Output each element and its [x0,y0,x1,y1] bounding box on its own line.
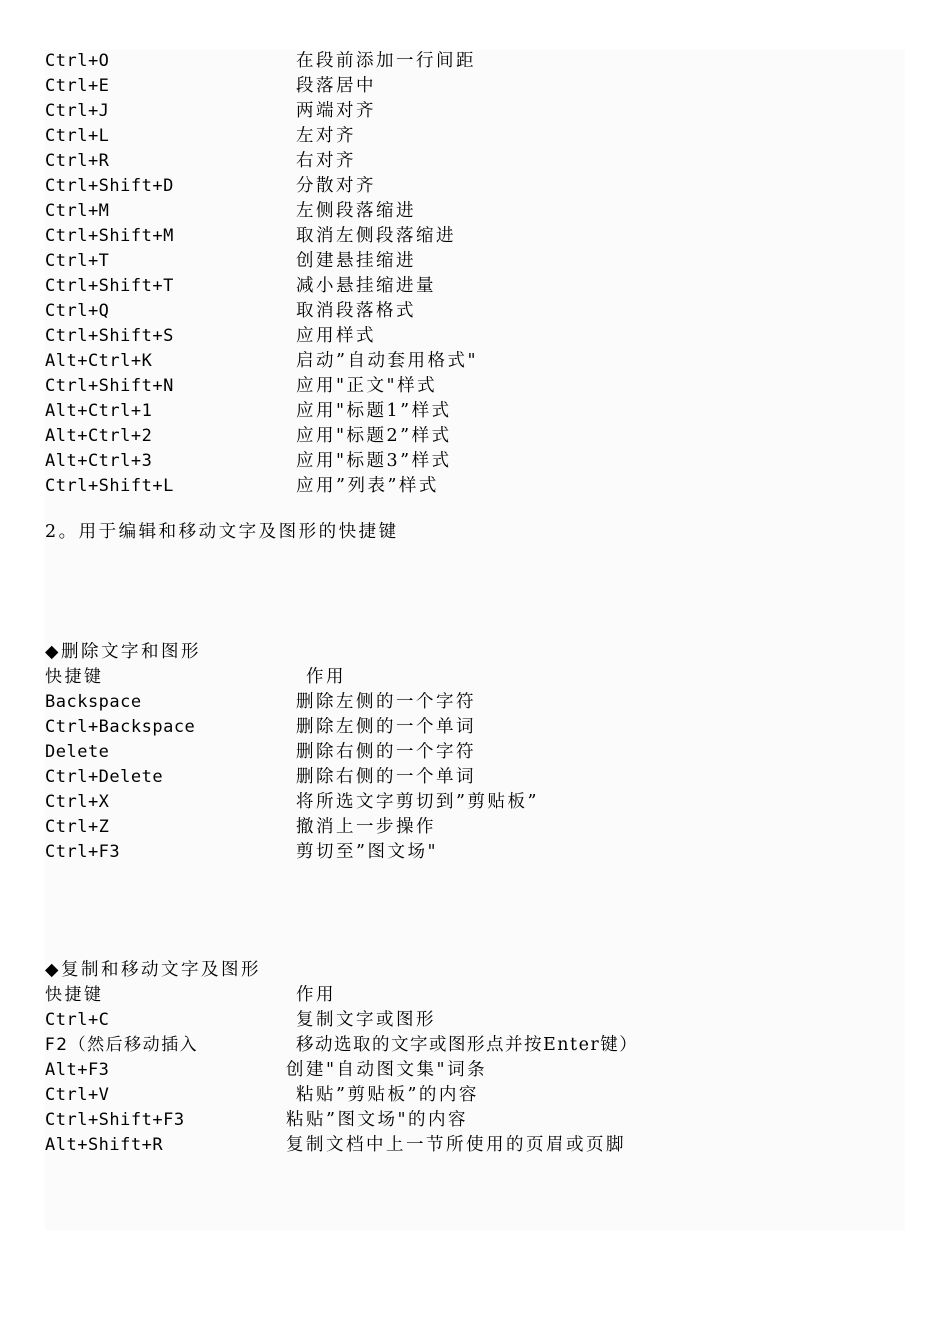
shortcut-key: Ctrl+R [45,151,110,171]
shortcut-key: Ctrl+Shift+D [45,176,174,196]
shortcut-description: 应用”列表”样式 [296,476,439,496]
shortcut-description: 左对齐 [296,126,356,146]
shortcut-description: 撤消上一步操作 [296,817,436,837]
shortcut-key: Alt+Shift+R [45,1135,164,1155]
shortcut-key: Ctrl+M [45,201,110,221]
shortcut-description: 删除右侧的一个字符 [296,742,476,762]
shortcut-description: 在段前添加一行间距 [296,51,476,71]
shortcut-key: Backspace [45,692,142,712]
shortcut-description: 删除左侧的一个字符 [296,692,476,712]
shortcut-description: 取消左侧段落缩进 [296,226,456,246]
shortcut-key: Ctrl+Shift+S [45,326,174,346]
shortcut-key: Ctrl+Shift+L [45,476,174,496]
shortcut-key: Ctrl+Shift+T [45,276,174,296]
shortcut-description: 减小悬挂缩进量 [296,276,436,296]
subsection-heading: ◆删除文字和图形 [45,642,201,662]
shortcut-description: 创建"自动图文集"词条 [286,1060,488,1080]
shortcut-key: Ctrl+O [45,51,110,71]
column-header-desc: 作用 [306,667,346,687]
shortcut-description: 取消段落格式 [296,301,416,321]
shortcut-key: Alt+Ctrl+K [45,351,153,371]
shortcut-key: Alt+Ctrl+2 [45,426,153,446]
shortcut-description: 段落居中 [296,76,376,96]
shortcut-key: Alt+F3 [45,1060,110,1080]
shortcut-key: Ctrl+Shift+N [45,376,174,396]
shortcut-description: 应用"正文"样式 [296,376,438,396]
shortcut-key: Alt+Ctrl+3 [45,451,153,471]
shortcut-key: Alt+Ctrl+1 [45,401,153,421]
column-header-key: 快捷键 [45,985,104,1005]
shortcut-description: 两端对齐 [296,101,376,121]
shortcut-key: Ctrl+Z [45,817,110,837]
shortcut-key: Ctrl+Delete [45,767,164,787]
shortcut-key: F2（然后移动插入 [45,1035,199,1055]
subsection-heading: ◆复制和移动文字及图形 [45,960,261,980]
shortcut-description: 应用"标题1”样式 [296,401,452,421]
shortcut-description: 复制文字或图形 [296,1010,436,1030]
shortcut-description: 应用样式 [296,326,376,346]
shortcut-key: Ctrl+X [45,792,110,812]
shortcut-description: 应用"标题3”样式 [296,451,452,471]
shortcut-description: 将所选文字剪切到”剪贴板” [296,792,539,812]
shortcut-key: Ctrl+J [45,101,110,121]
shortcut-description: 复制文档中上一节所使用的页眉或页脚 [286,1135,626,1155]
shortcut-key: Ctrl+T [45,251,110,271]
shortcut-key: Delete [45,742,110,762]
shortcut-description: 删除右侧的一个单词 [296,767,476,787]
section-heading: 2。用于编辑和移动文字及图形的快捷键 [45,522,399,542]
shortcut-key: Ctrl+Shift+M [45,226,174,246]
shortcut-description: 粘贴”图文场"的内容 [286,1110,468,1130]
shortcut-description: 分散对齐 [296,176,376,196]
shortcut-key: Ctrl+F3 [45,842,121,862]
shortcut-key: Ctrl+E [45,76,110,96]
column-header-key: 快捷键 [45,667,104,687]
shortcut-description: 粘贴”剪贴板”的内容 [296,1085,479,1105]
shortcut-key: Ctrl+L [45,126,110,146]
shortcut-key: Ctrl+V [45,1085,110,1105]
shortcut-key: Ctrl+Backspace [45,717,196,737]
shortcut-key: Ctrl+C [45,1010,110,1030]
shortcut-description: 创建悬挂缩进 [296,251,416,271]
shortcut-key: Ctrl+Q [45,301,110,321]
shortcut-description: 左侧段落缩进 [296,201,416,221]
shortcut-description: 启动”自动套用格式" [296,351,478,371]
shortcut-description: 移动选取的文字或图形点并按Enter键） [296,1035,639,1055]
shortcut-key: Ctrl+Shift+F3 [45,1110,185,1130]
shortcut-description: 应用"标题2”样式 [296,426,452,446]
shortcut-description: 右对齐 [296,151,356,171]
column-header-desc: 作用 [296,985,336,1005]
shortcut-description: 删除左侧的一个单词 [296,717,476,737]
shortcut-description: 剪切至”图文场" [296,842,438,862]
